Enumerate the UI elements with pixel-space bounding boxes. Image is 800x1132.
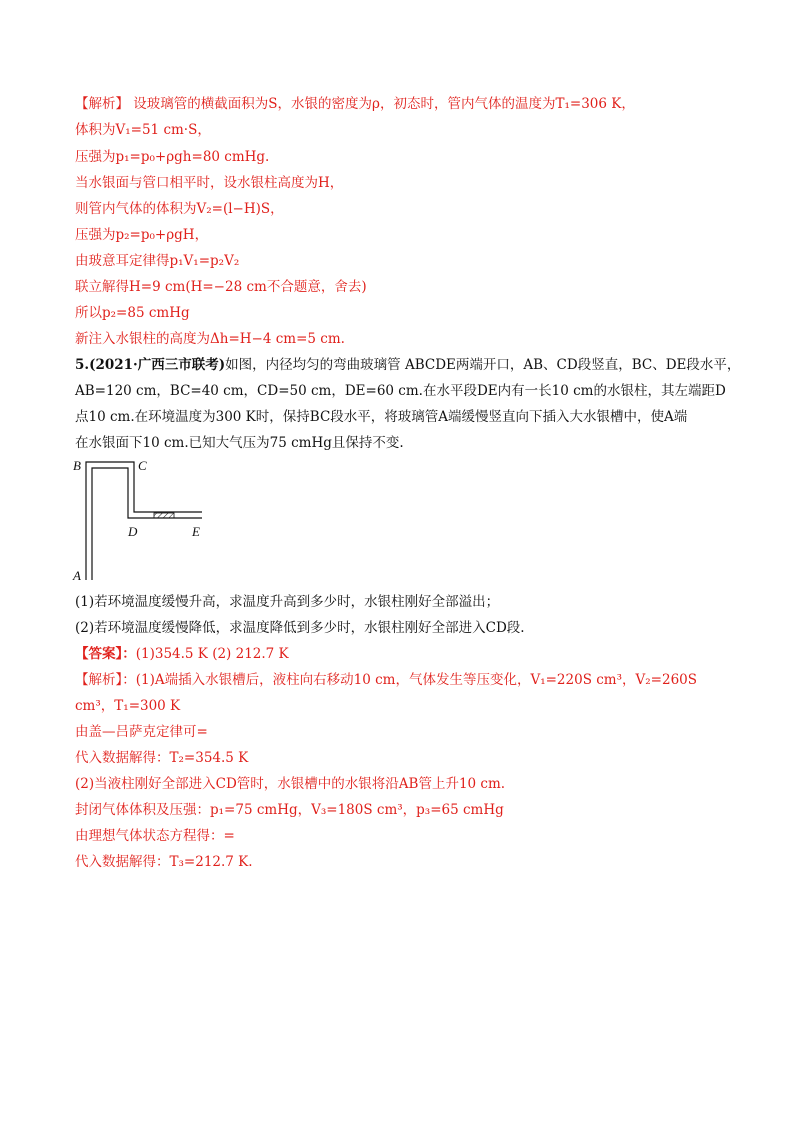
question-1: (1)若环境温度缓慢升高，求温度升高到多少时，水银柱刚好全部溢出；	[75, 594, 500, 610]
problem5-line-2: AB=120 cm，BC=40 cm，CD=50 cm，DE=60 cm.在水平段DE内有一长10 cm的水银柱，其左端距D	[75, 383, 726, 399]
analysis1-line-2: 体积为V₁=51 cm·S，	[75, 122, 211, 138]
analysis2-line-6: 封闭气体体积及压强：p₁=75 cmHg，V₃=180S cm³，p₃=65 cmHg	[75, 802, 504, 818]
analysis1-line-1: 【解析】 设玻璃管的横截面积为S，水银的密度为ρ，初态时，管内气体的温度为T₁=306 K，	[75, 96, 635, 112]
label-A: A	[73, 568, 81, 583]
analysis2-line-7: 由理想气体状态方程得：=	[75, 828, 235, 844]
answer-line	[75, 644, 289, 664]
analysis1-line-5: 则管内气体的体积为V₂=(l−H)S，	[75, 201, 284, 217]
problem5-text-1: 如图，内径均匀的弯曲玻璃管 ABCDE两端开口，AB、CD段竖直，BC、DE段水平，	[225, 357, 741, 373]
label-C: C	[138, 458, 147, 473]
analysis1-line-8: 联立解得H=9 cm(H=−28 cm不合题意，舍去)	[75, 279, 367, 295]
problem5-line-4: 在水银面下10 cm.已知大气压为75 cmHg且保持不变.	[75, 435, 404, 451]
analysis2-line-1: 【解析】：(1)A端插入水银槽后，液柱向右移动10 cm，气体发生等压变化，V₁=220S cm³，V₂=260S	[75, 672, 697, 688]
label-D: D	[128, 524, 138, 539]
analysis2-line-4: 代入数据解得：T₂=354.5 K	[75, 750, 249, 766]
label-B: B	[73, 458, 81, 473]
analysis1-line-7: 由玻意耳定律得p₁V₁=p₂V₂	[75, 253, 240, 269]
analysis2-line-2: cm³，T₁=300 K	[75, 698, 181, 714]
question-2: (2)若环境温度缓慢降低，求温度降低到多少时，水银柱刚好全部进入CD段.	[75, 620, 525, 636]
analysis2-line-8: 代入数据解得：T₃=212.7 K.	[75, 854, 253, 870]
bent-tube-diagram	[72, 456, 222, 584]
problem5-line-1	[75, 355, 740, 375]
analysis2-line-3: 由盖—吕萨克定律可=	[75, 724, 208, 740]
analysis1-line-9: 所以p₂=85 cmHg	[75, 305, 190, 321]
label-E: E	[192, 524, 200, 539]
tube-outer-wall	[86, 462, 202, 580]
analysis1-line-6: 压强为p₂=p₀+ρgH，	[75, 227, 209, 243]
problem5-line-3: 点10 cm.在环境温度为300 K时，保持BC段水平，将玻璃管A端缓慢竖直向下插入大水银槽中，使A端	[75, 409, 688, 425]
answer-text: (1)354.5 K (2) 212.7 K	[135, 646, 289, 662]
analysis1-line-10: 新注入水银柱的高度为Δh=H−4 cm=5 cm.	[75, 331, 345, 347]
analysis2-line-5: (2)当液柱刚好全部进入CD管时，水银槽中的水银将沿AB管上升10 cm.	[75, 776, 506, 792]
mercury-column	[154, 513, 174, 518]
problem5-source: 5.(2021·广西三市联考)	[75, 357, 226, 373]
analysis1-line-4: 当水银面与管口相平时，设水银柱高度为H，	[75, 175, 344, 191]
answer-label: 【答案】：	[75, 646, 136, 662]
analysis1-line-3: 压强为p₁=p₀+ρgh=80 cmHg.	[75, 149, 270, 165]
tube-inner-wall	[92, 468, 202, 580]
